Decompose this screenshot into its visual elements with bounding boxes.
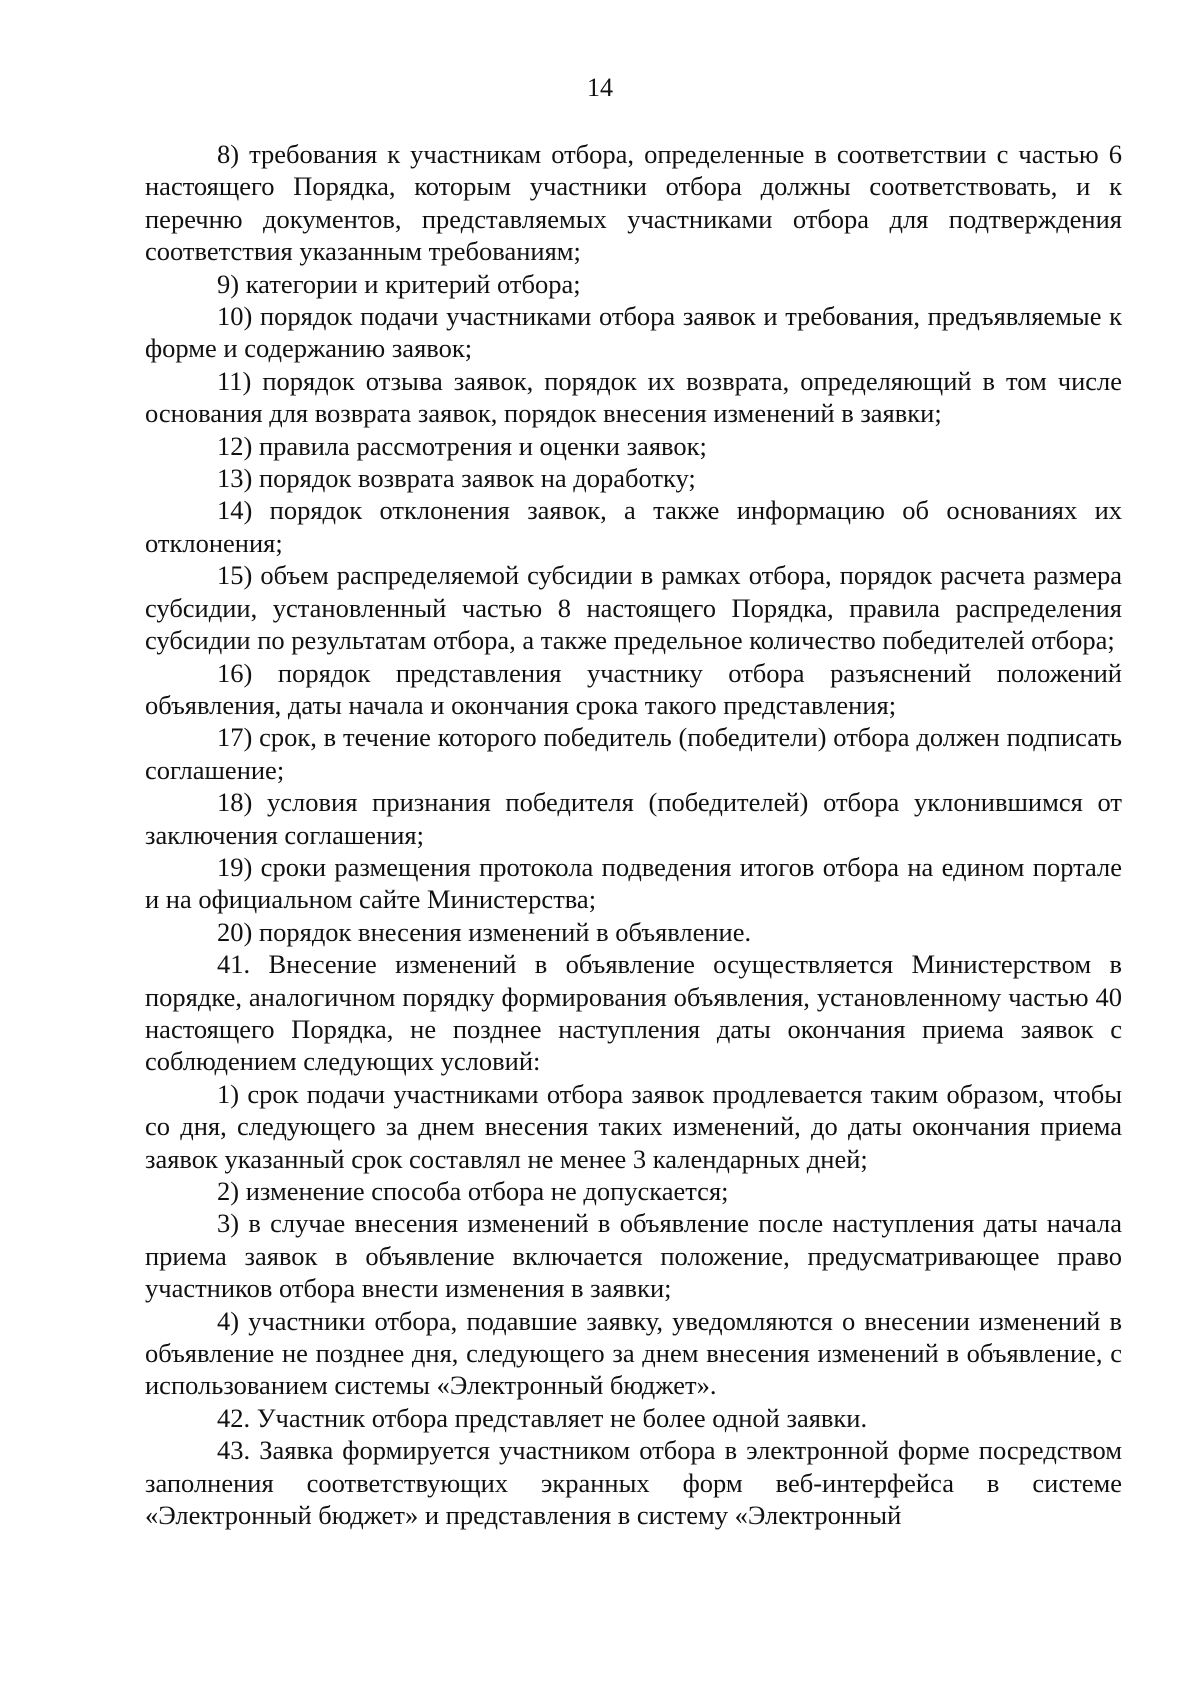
paragraph: 42. Участник отбора представляет не более одной заявки. [217,1402,868,1433]
paragraph: 17) срок, в течение которого победитель (победители) отбора должен подписать соглашение; [145,722,1122,785]
paragraph: 2) изменение способа отбора не допускается; [217,1176,729,1206]
paragraph: 14) порядок отклонения заявок, а также информацию об основаниях их отклонения; [145,495,1122,558]
page-number: 14 [587,73,613,102]
paragraph: 9) категории и критерий отбора; [217,268,581,299]
paragraph: 11) порядок отзыва заявок, порядок их возврата, определяющий в том числе основания для возврата заявок, порядок внесения изменений в заявки; [145,365,1122,429]
paragraph: 1) срок подачи участниками отбора заявок продлевается таким образом, чтобы со дня, следующего за днем внесения таких изменений, до даты окончания приема заявок указанный срок составлял не менее 3 календарных дней; [145,1078,1122,1174]
paragraph: 18) условия признания победителя (победителей) отбора уклонившимся от заключения соглашения; [145,787,1122,850]
paragraph: 19) сроки размещения протокола подведения итогов отбора на едином портале и на официальном сайте Министерства; [145,851,1122,915]
paragraph: 12) правила рассмотрения и оценки заявок; [217,430,707,461]
document-body [145,138,1122,1531]
paragraph: 8) требования к участникам отбора, определенные в соответствии с частью 6 настоящего Порядка, которым участники отбора должны соответствовать, и к перечню документов, представляемых участниками отбора для подтверждения соответствия указанным требованиям; [145,139,1122,267]
paragraph: 10) порядок подачи участниками отбора заявок и требования, предъявляемые к форме и содержанию заявок; [145,301,1122,364]
paragraph: 13) порядок возврата заявок на доработку; [217,463,696,494]
paragraph: 43. Заявка формируется участником отбора в электронной форме посредством заполнения соответствующих экранных форм веб-интерфейса в системе «Электронный бюджет» и представления в систему «Электронный [145,1435,1122,1531]
paragraph: 3) в случае внесения изменений в объявление после наступления даты начала приема заявок в объявление включается положение, предусматривающее право участников отбора внести изменения в заявки; [145,1208,1122,1304]
paragraph: 16) порядок представления участнику отбора разъяснений положений объявления, даты начала и окончания срока такого представления; [145,657,1122,720]
paragraph: 20) порядок внесения изменений в объявление. [217,916,752,947]
paragraph: 15) объем распределяемой субсидии в рамках отбора, порядок расчета размера субсидии, установленный частью 8 настоящего Порядка, правила распределения субсидии по результатам отбора, а также предельное количество победителей отбора; [145,560,1122,656]
paragraph: 41. Внесение изменений в объявление осуществляется Министерством в порядке, аналогичном порядку формирования объявления, установленному частью 40 настоящего Порядка, не позднее наступления даты окончания приема заявок с соблюдением следующих условий: [145,949,1122,1077]
paragraph: 4) участники отбора, подавшие заявку, уведомляются о внесении изменений в объявление не позднее дня, следующего за днем внесения изменений в объявление, с использованием системы «Электронный бюджет». [145,1305,1122,1401]
